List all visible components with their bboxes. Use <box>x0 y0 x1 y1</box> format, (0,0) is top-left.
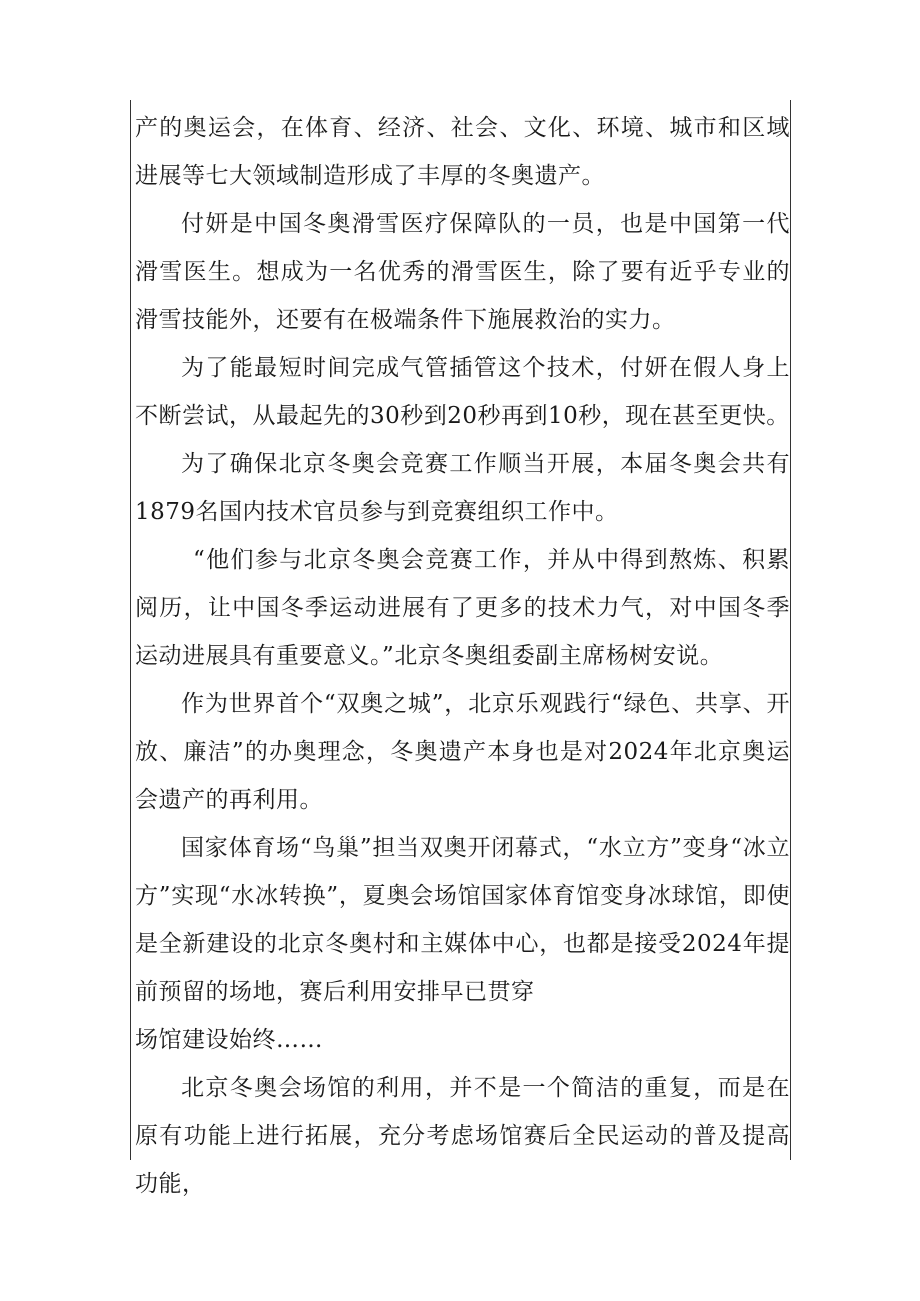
paragraph-ski-doctor: 付妍是中国冬奥滑雪医疗保障队的一员，也是中国第一代滑雪医生。想成为一名优秀的滑雪医生，除了要有近乎专业的滑雪技能外，还要有在极端条件下施展救治的实力。 <box>135 211 790 333</box>
paragraph-quote: “他们参与北京冬奥会竞赛工作，并从中得到熬炼、积累阅历，让中国冬季运动进展有了更多的技术力气，对中国冬季运动进展具有重要意义。”北京冬奥组委副主席杨树安说。 <box>135 547 790 669</box>
document-body <box>135 104 790 1208</box>
paragraph-dual-olympic-city: 作为世界首个“双奥之城”，北京乐观践行“绿色、共享、开放、廉洁”的办奥理念，冬奥遗产本身也是对2024年北京奥运会遗产的再利用。 <box>135 691 790 813</box>
table-border-left <box>130 100 131 1160</box>
paragraph-venues-tail: 场馆建设始终…… <box>135 1027 323 1053</box>
paragraph-intubation: 为了能最短时间完成气管插管这个技术，付妍在假人身上不断尝试，从最起先的30秒到20秒再到10秒，现在甚至更快。 <box>135 355 790 429</box>
paragraph-continuation: 产的奥运会，在体育、经济、社会、文化、环境、城市和区域进展等七大领域制造形成了丰厚的冬奥遗产。 <box>135 115 790 189</box>
table-border-right <box>790 100 791 1160</box>
paragraph-technical-officials: 为了确保北京冬奥会竞赛工作顺当开展，本届冬奥会共有1879名国内技术官员参与到竞赛组织工作中。 <box>135 451 790 525</box>
paragraph-venue-use: 北京冬奥会场馆的利用，并不是一个简洁的重复，而是在原有功能上进行拓展，充分考虑场馆赛后全民运动的普及提高功能， <box>135 1075 790 1197</box>
paragraph-venues: 国家体育场“鸟巢”担当双奥开闭幕式，“水立方”变身“冰立方”实现“水冰转换”，夏奥会场馆国家体育馆变身冰球馆，即使是全新建设的北京冬奥村和主媒体中心，也都是接受2024年提前预留的场地，赛后利用安排早已贯穿 <box>135 835 790 1005</box>
